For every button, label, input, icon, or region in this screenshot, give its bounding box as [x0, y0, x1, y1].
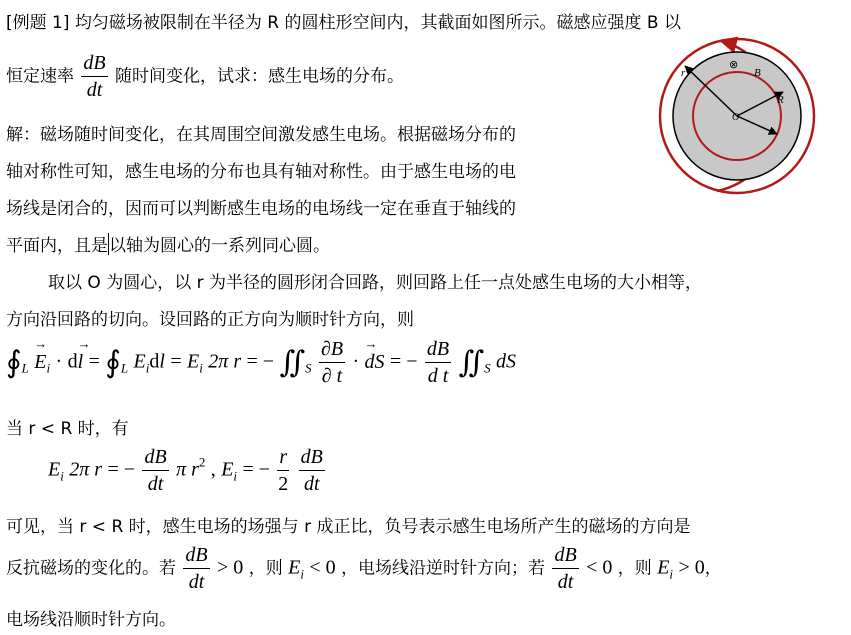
conclusion-line-3: 电场线沿顺时针方向。	[6, 610, 176, 630]
subscript-L-2: L	[120, 360, 129, 376]
subscript-L: L	[21, 360, 29, 376]
E-cond-1: E	[288, 556, 301, 579]
eq-minus-1: = −	[246, 350, 275, 373]
pi-r: π r	[176, 458, 199, 481]
frac-num-r: r	[277, 444, 289, 471]
subscript-i-2: i	[145, 360, 150, 376]
frac-den-2: 2	[278, 473, 289, 495]
dot-2: ·	[352, 350, 360, 373]
eq-1: =	[88, 350, 100, 373]
E-scalar: E	[133, 350, 146, 373]
fraction-dB-dt	[81, 50, 107, 103]
subscript-S: S	[305, 360, 312, 376]
contour-integral-sign-2: ∮	[105, 345, 121, 380]
frac-num-dB-5: dB	[183, 542, 209, 569]
d-1: d	[67, 350, 78, 373]
frac-den-dt-5: dt	[188, 571, 205, 593]
E-cond-2: E	[657, 556, 670, 579]
solution-line-4	[6, 231, 330, 256]
subscript-i-5: i	[233, 468, 238, 484]
two-pi-r: 2π r	[208, 350, 242, 373]
eq-minus-4: = −	[242, 458, 270, 481]
E-inside: E	[48, 458, 61, 481]
solution-line-3: 场线是闭合的，因而可以判断感生电场的电场线一定在垂直于轴线的	[6, 199, 516, 219]
frac-den-dt: d t	[427, 365, 449, 387]
lt-zero: < 0	[309, 556, 336, 579]
text-plane: 平面内，且是	[6, 236, 108, 256]
frac-num-partial-B: ∂B	[319, 336, 345, 363]
two-pi-r-2: 2π r	[69, 458, 103, 481]
eq-minus-2: = −	[389, 350, 418, 373]
double-integral-sign-2: ∬	[458, 345, 485, 380]
conclusion-line-2	[6, 542, 722, 595]
text-time-varying: 随时间变化，试求：感生电场的分布。	[115, 66, 405, 87]
dS-scalar: dS	[495, 350, 516, 373]
dot-1: ·	[55, 350, 63, 373]
frac-den-dt-6: dt	[557, 571, 574, 593]
d-2: d	[149, 350, 160, 373]
problem-heading: [例题 1] 均匀磁场被限制在半径为 R 的圆柱形空间内，其截面如图所示。磁感应强度 B 以	[6, 13, 681, 33]
fraction-partial-B-t	[319, 336, 345, 389]
eq-minus-3: = −	[107, 458, 136, 481]
frac-num-dB-4: dB	[299, 444, 325, 471]
magnetic-field-diagram	[655, 36, 825, 201]
text-constant-rate: 恒定速率	[6, 66, 74, 87]
E-result: E	[221, 458, 234, 481]
lt-zero-2: < 0	[586, 556, 613, 579]
subscript-i-3: i	[199, 360, 203, 376]
comma-1: ,	[210, 458, 216, 481]
superscript-2: 2	[198, 454, 206, 470]
text-then-2: ，则	[617, 558, 652, 579]
frac-den-partial-t: ∂ t	[321, 365, 343, 387]
solution-line-5: 取以 O 为圆心，以 r 为半径的圆形闭合回路，则回路上任一点处感生电场的大小相等，	[48, 273, 702, 293]
double-integral-sign: ∬	[279, 345, 306, 380]
solution-line-1: 解：磁场随时间变化，在其周围空间激发感生电场。根据磁场分布的	[6, 125, 516, 145]
subscript-i-4: i	[60, 468, 64, 484]
conclusion-line-1: 可见，当 r < R 时，感生电场的场强与 r 成正比，负号表示感生电场所产生的磁场的方向是	[6, 517, 691, 537]
E-scalar-2: E	[187, 350, 200, 373]
subscript-i-7: i	[669, 566, 674, 582]
fraction-dB-dt-3	[142, 444, 168, 497]
fraction-dB-dt-5	[183, 542, 209, 595]
subscript-i-6: i	[300, 566, 304, 582]
fraction-r-2	[277, 444, 289, 497]
gt-zero: > 0	[217, 556, 244, 579]
frac-num-dB: dB	[425, 336, 451, 363]
frac-den-dt-4: dt	[303, 473, 320, 495]
solution-line-6: 方向沿回路的切向。设回路的正方向为顺时针方向，则	[6, 310, 414, 330]
condition-r-less-R: 当 r < R 时，有	[6, 419, 129, 439]
eq-2: =	[170, 350, 182, 373]
text-counterclockwise: ，电场线沿逆时针方向；若	[341, 558, 546, 579]
fraction-num: dB	[81, 50, 107, 77]
gt-zero-2: > 0	[678, 556, 705, 579]
frac-num-dB-3: dB	[142, 444, 168, 471]
fraction-dB-dt-6	[552, 542, 578, 595]
contour-integral-sign: ∮	[6, 345, 22, 380]
field-into-page-icon: ⊗	[729, 58, 739, 71]
label-O: O	[732, 112, 740, 123]
text-resist: 反抗磁场的变化的。若	[6, 558, 176, 579]
equation-field-inside	[48, 444, 327, 497]
equation-loop-integral	[6, 336, 516, 396]
label-r: r	[681, 67, 686, 79]
label-B: B	[754, 67, 761, 79]
text-concentric: 以轴为圆心的一系列同心圆。	[109, 236, 330, 256]
l-scalar: l	[159, 350, 165, 373]
fraction-den: dt	[86, 79, 103, 101]
solution-line-2: 轴对称性可知，感生电场的分布也具有轴对称性。由于感生电场的电	[6, 162, 516, 182]
frac-den-dt-3: dt	[147, 473, 164, 495]
text-then-1: ，则	[248, 558, 283, 579]
vector-l: → l	[78, 351, 84, 374]
trailing-comma: ，	[704, 558, 722, 579]
vector-E: → E	[34, 351, 46, 374]
label-R: R	[777, 94, 784, 106]
frac-num-dB-6: dB	[552, 542, 578, 569]
subscript-i: i	[46, 360, 51, 376]
subscript-S-2: S	[484, 360, 491, 376]
vector-dS: → dS	[365, 351, 385, 374]
problem-line-2	[6, 50, 404, 103]
fraction-dB-dt-4	[299, 444, 325, 497]
fraction-dB-dt-2	[425, 336, 451, 389]
